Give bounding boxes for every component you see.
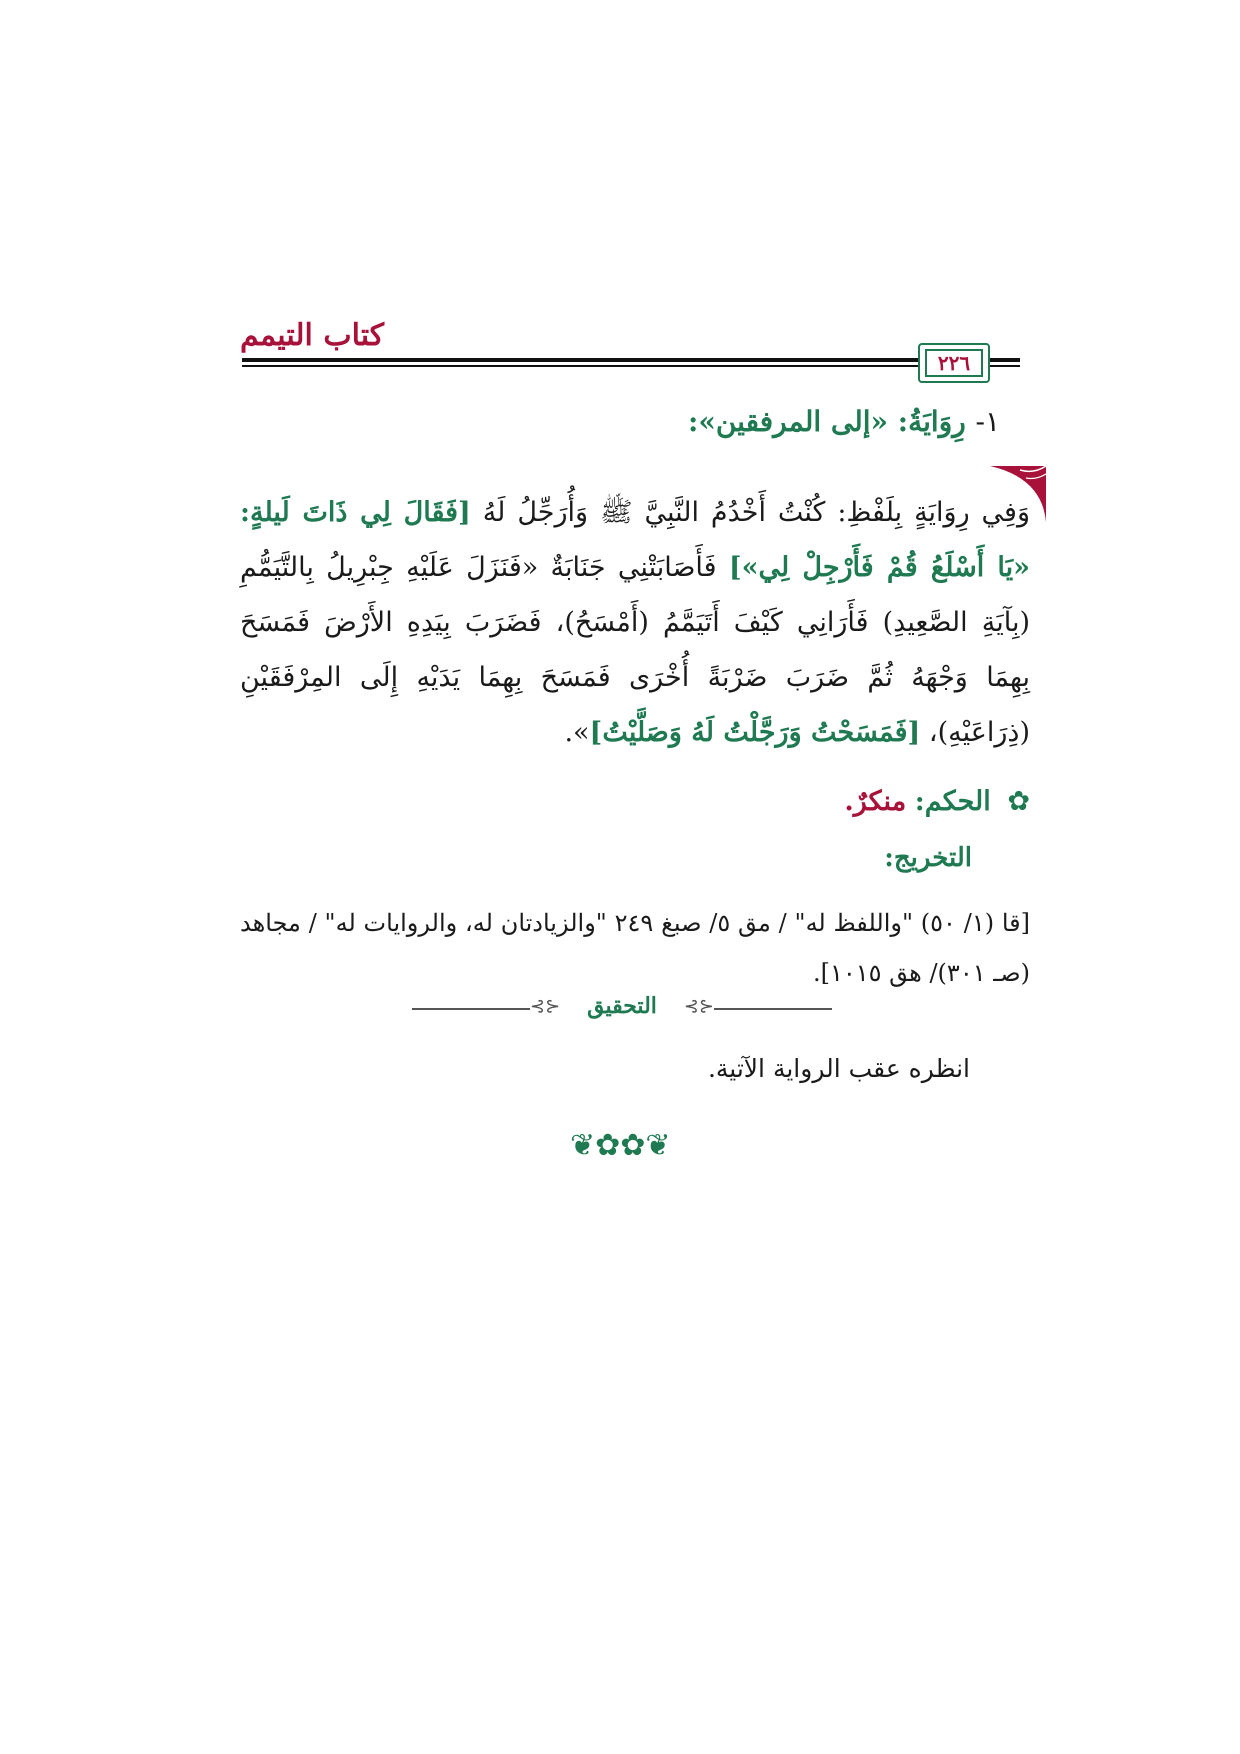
ruling-line: [844, 786, 1030, 817]
end-ornament-icon: ❦✿✿❦: [570, 1128, 671, 1163]
takhreej-body: [قا (١/ ٥٠) "واللفظ له" / مق ٥/ صبغ ٢٤٩ "والزيادتان له، والروايات له" / مجاهد (صـ ٣٠١)/ هق ١٠١٥].: [240, 909, 1030, 987]
section-number: ١-: [975, 405, 1000, 438]
ruling-label: الحكم:: [914, 786, 991, 817]
section-heading-text: رِوَايَةُ: «إلى المرفقين»:: [688, 405, 966, 438]
hadith-highlight-2: [فَمَسَحْتُ وَرَجَّلْتُ لَهُ وَصَلَّيْتُ]: [589, 717, 921, 748]
page-number: ٢٢٦: [925, 349, 983, 377]
divider-ornament-icon: ⊰⊱: [683, 996, 714, 1017]
book-title: كتاب التيمم: [240, 318, 385, 353]
hadith-text-part-1: وَفِي رِوَايَةٍ بِلَفْظِ: كُنْتُ أَخْدُمُ النَّبِيَّ ﷺ وَأُرَجِّلُ لَهُ: [470, 497, 1030, 528]
hadith-text-part-2: فَأَصَابَتْنِي جَنَابَةٌ «فَنَزَلَ عَلَيْهِ جِبْرِيلُ بِالتَّيَمُّمِ (بِآيَةِ الصَّعِيدِ) فَأَرَانِي كَيْفَ أَتَيَمَّمُ (أَمْسَحُ)، فَضَرَبَ بِيَدِهِ الأَرْضَ فَمَسَحَ بِهِمَا وَجْهَهُ ثُمَّ ضَرَبَ ضَرْبَةً أُخْرَى فَمَسَحَ بِهِمَا يَدَيْهِ إِلَى المِرْفَقَيْنِ (ذِرَاعَيْهِ)،: [240, 552, 1030, 748]
divider-ornament-icon: ⊰⊱: [530, 996, 561, 1017]
section-heading: [688, 405, 1000, 438]
page-number-badge: [918, 343, 990, 383]
flower-icon: ✿: [1007, 786, 1030, 817]
tahqeeq-body: انظره عقب الرواية الآتية.: [707, 1054, 970, 1083]
takhreej-heading: التخريج:: [884, 843, 972, 873]
divider-label: التحقيق: [587, 993, 657, 1019]
hadith-text-part-3: ».: [564, 717, 590, 748]
hadith-highlight-1: [فَقَالَ لِي ذَاتَ لَيلةٍ: «يَا أَسْلَعُ قُمْ فَأَرْجِلْ لِي»]: [240, 497, 1031, 583]
header-rule: [242, 358, 1020, 368]
tahqeeq-divider: [412, 993, 832, 1023]
ruling-value: منكرٌ.: [844, 786, 907, 817]
hadith-paragraph: [240, 485, 1030, 760]
